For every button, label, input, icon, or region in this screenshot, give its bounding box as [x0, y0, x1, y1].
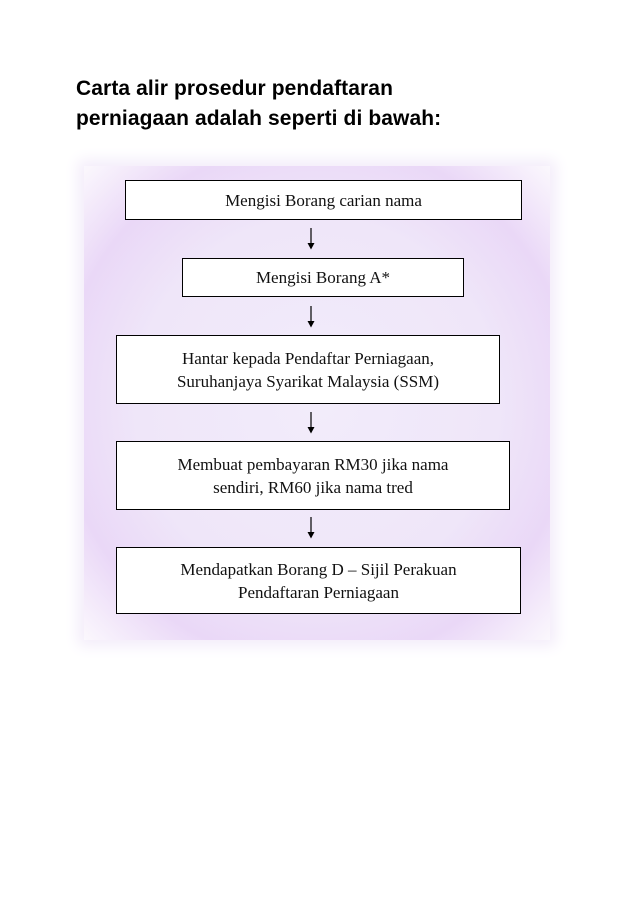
- arrow-down-icon: [306, 228, 316, 250]
- step-5-label: Mendapatkan Borang D – Sijil Perakuan Pendaftaran Perniagaan: [180, 559, 457, 602]
- step-3-label: Hantar kepada Pendaftar Perniagaan, Suruhanjaya Syarikat Malaysia (SSM): [176, 348, 440, 391]
- flowchart-step-4: [116, 441, 510, 510]
- heading-line-1: Carta alir prosedur pendaftaran: [76, 77, 394, 100]
- step-2-label: Mengisi Borang A*: [255, 268, 391, 287]
- arrow-down-icon: [306, 517, 316, 539]
- flowchart-step-2: [182, 258, 464, 297]
- step-4-label: Membuat pembayaran RM30 jika nama sendiri, RM60 jika nama tred: [177, 454, 449, 497]
- arrow-down-icon: [306, 412, 316, 434]
- step-1-label: Mengisi Borang carian nama: [225, 190, 422, 210]
- page-heading: [76, 74, 596, 134]
- flowchart-step-1: [125, 180, 522, 220]
- arrow-down-icon: [306, 306, 316, 328]
- flowchart-step-3: [116, 335, 500, 404]
- heading-line-2: perniagaan adalah seperti di bawah:: [76, 107, 442, 130]
- flowchart-step-5: [116, 547, 521, 614]
